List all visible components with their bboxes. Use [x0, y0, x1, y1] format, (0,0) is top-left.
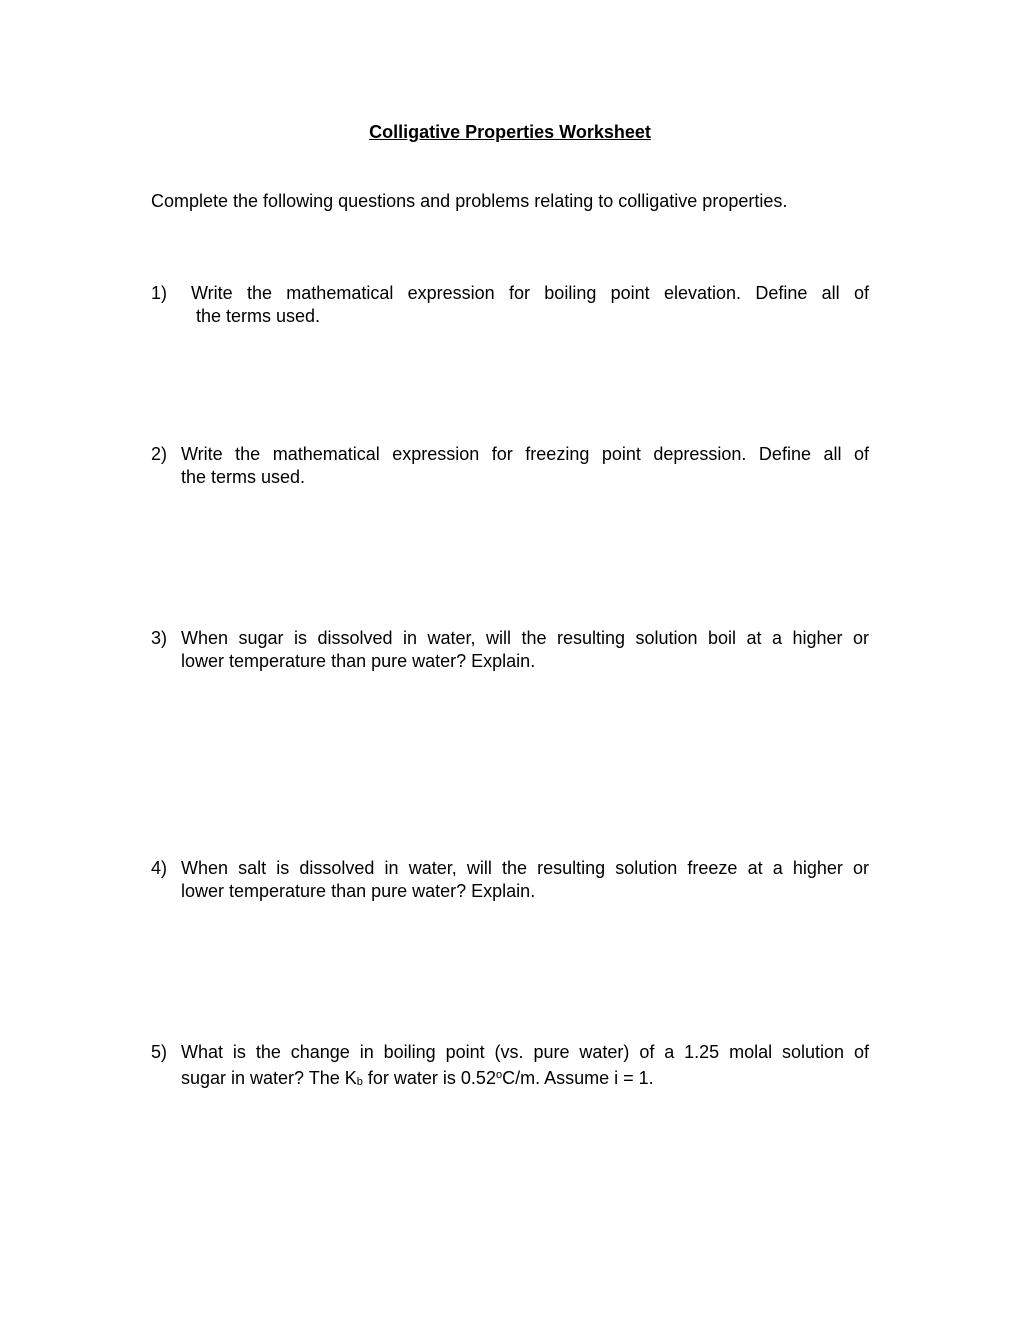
question-text-line1: When sugar is dissolved in water, will the resulting solution boil at a higher or: [181, 628, 869, 648]
question-number: 1): [151, 283, 168, 303]
question-text-line1: What is the change in boiling point (vs. pure water) of a 1.25 molal solution of: [181, 1042, 869, 1062]
question-text-line1: When salt is dissolved in water, will the resulting solution freeze at a higher or: [181, 858, 869, 878]
q5-text-b: for water is 0.52: [362, 1068, 496, 1088]
question-text-line2: lower temperature than pure water? Explain.: [181, 881, 536, 901]
question-text-line2: lower temperature than pure water? Explain.: [181, 651, 536, 671]
question-number: 2): [151, 444, 168, 464]
question-2: [151, 443, 869, 489]
question-text-line2: [151, 1064, 869, 1094]
question-text-line1: Write the mathematical expression for boiling point elevation. Define all of: [191, 283, 869, 303]
instructions: Complete the following questions and problems relating to colligative properties.: [151, 191, 788, 211]
question-4: [151, 857, 869, 903]
question-5: [151, 1041, 869, 1094]
q5-text-a: sugar in water? The K: [181, 1068, 357, 1088]
question-number: 4): [151, 858, 168, 878]
question-text-line1: Write the mathematical expression for freezing point depression. Define all of: [181, 444, 869, 464]
worksheet-title: Colligative Properties Worksheet: [369, 122, 651, 142]
kb-subscript: b: [356, 1076, 363, 1088]
question-3: [151, 627, 869, 673]
degree-superscript: o: [495, 1069, 503, 1081]
question-text-line2: the terms used.: [196, 306, 321, 326]
question-1: [151, 282, 869, 328]
q5-text-c: C/m. Assume i = 1.: [502, 1068, 654, 1088]
question-number: 3): [151, 628, 168, 648]
question-number: 5): [151, 1042, 168, 1062]
question-text-line2: the terms used.: [181, 467, 306, 487]
